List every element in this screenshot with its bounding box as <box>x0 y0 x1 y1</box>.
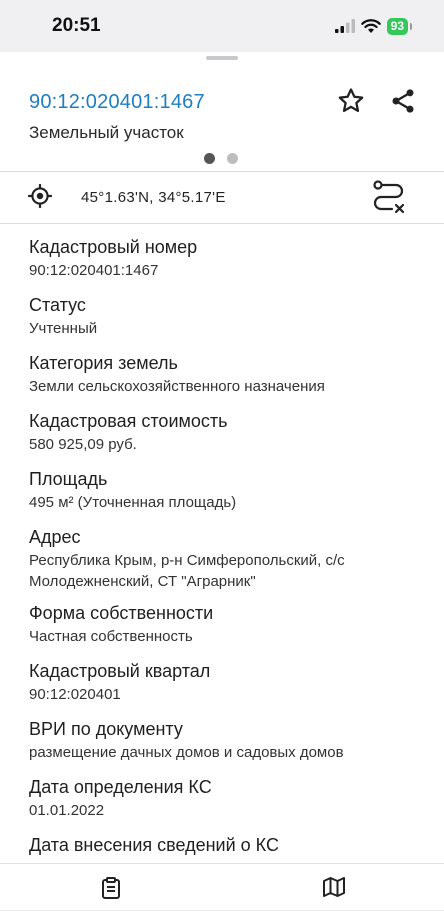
wifi-icon <box>361 19 381 34</box>
field-value-line[interactable]: Республика Крым, р-н Симферопольский, с/с <box>29 552 345 569</box>
field-value[interactable]: 495 м² (Уточненная площадь) <box>29 494 237 511</box>
field-label: Кадастровый квартал <box>29 661 211 681</box>
crosshair-icon <box>27 183 53 209</box>
parcel-cadastral-number-title[interactable]: 90:12:020401:1467 <box>29 91 205 113</box>
status-icons <box>335 17 408 35</box>
field-label: Кадастровый номер <box>29 237 198 257</box>
route-button[interactable] <box>370 177 408 222</box>
field-value[interactable]: 01.01.2022 <box>29 802 105 819</box>
field-label: Категория земель <box>29 353 178 373</box>
status-bar <box>0 0 444 52</box>
field-label: Статус <box>29 295 86 315</box>
field-label: Форма собственности <box>29 603 214 623</box>
field-ownership-form <box>29 602 429 647</box>
field-status <box>29 294 429 339</box>
parcel-object-type: Земельный участок <box>29 123 184 142</box>
field-label: ВРИ по документу <box>29 719 183 739</box>
field-permitted-use <box>29 718 429 763</box>
parcel-sheet <box>0 52 444 910</box>
sheet-grabber[interactable] <box>206 56 238 60</box>
tab-map[interactable] <box>273 864 393 911</box>
tab-info[interactable] <box>51 864 171 911</box>
field-label: Дата внесения сведений о КС <box>29 835 279 855</box>
share-button[interactable] <box>385 83 421 119</box>
page-indicator[interactable] <box>204 153 238 164</box>
field-value[interactable]: 90:12:020401:1467 <box>29 262 159 279</box>
coordinates-row <box>0 173 444 223</box>
coordinates-text[interactable]: 45°1.63'N, 34°5.17'E <box>81 189 226 206</box>
field-area <box>29 468 429 513</box>
signal-icon <box>335 19 355 33</box>
field-value[interactable]: Учтенный <box>29 320 98 337</box>
field-value[interactable]: Земли сельскохозяйственного назначения <box>29 378 325 395</box>
battery-indicator: 93 <box>387 18 408 35</box>
field-value[interactable]: Частная собственность <box>29 628 193 645</box>
map-icon <box>323 877 345 897</box>
field-label: Площадь <box>29 469 108 489</box>
parcel-fields-list[interactable] <box>0 236 444 863</box>
field-valuation-date <box>29 776 429 821</box>
page-dot-active[interactable] <box>204 153 215 164</box>
divider <box>0 171 444 172</box>
clipboard-icon <box>101 877 121 899</box>
divider <box>0 223 444 224</box>
field-value[interactable]: 580 925,09 руб. <box>29 436 137 453</box>
star-icon <box>336 86 366 116</box>
field-value-line[interactable]: Молодежненский, СТ "Аграрник" <box>29 573 256 590</box>
locate-button[interactable] <box>27 183 53 214</box>
favorite-button[interactable] <box>333 83 369 119</box>
field-cadastral-value <box>29 410 429 455</box>
status-time: 20:51 <box>52 15 101 36</box>
bottom-tab-bar <box>0 863 444 910</box>
share-icon <box>389 87 417 115</box>
field-land-category <box>29 352 429 397</box>
route-icon <box>370 177 408 217</box>
field-label: Дата определения КС <box>29 777 212 797</box>
field-value[interactable]: 90:12:020401 <box>29 686 121 703</box>
field-label: Адрес <box>29 527 81 547</box>
page-dot[interactable] <box>227 153 238 164</box>
field-cadastral-quarter <box>29 660 429 705</box>
field-label: Кадастровая стоимость <box>29 411 228 431</box>
field-value[interactable]: размещение дачных домов и садовых домов <box>29 744 344 761</box>
field-cadastral-number <box>29 236 429 281</box>
field-address <box>29 526 429 592</box>
